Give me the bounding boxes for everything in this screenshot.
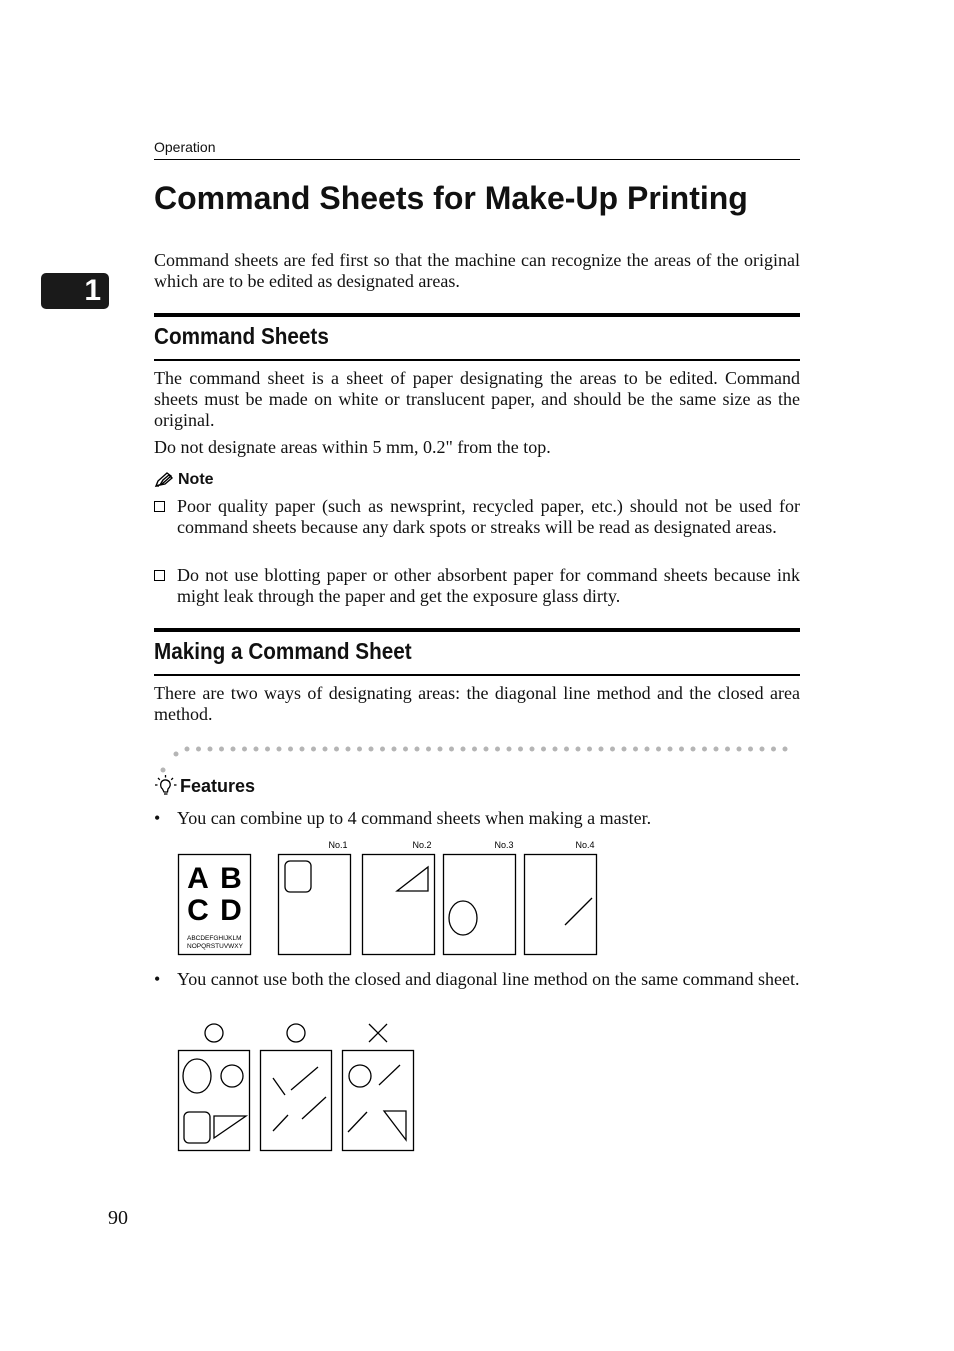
- separator-dot: [219, 747, 224, 752]
- separator-dot: [254, 747, 259, 752]
- separator-dot: [357, 747, 362, 752]
- separator-dot: [495, 747, 500, 752]
- command-sheets-margin-paragraph: Do not designate areas within 5 mm, 0.2" from the top.: [154, 437, 551, 457]
- checkbox-bullet-icon: [154, 570, 165, 581]
- separator-dot: [771, 747, 776, 752]
- sheet-label: No.1: [328, 840, 348, 850]
- lightbulb-icon: [154, 774, 178, 798]
- command-sheets-paragraph: The command sheet is a sheet of paper designating the areas to be edited. Command sheets must be made on white or translucent paper, and should be the same size as the original.: [154, 368, 800, 430]
- sheet-label: No.4: [575, 840, 595, 850]
- figure-method-mixing: [170, 1018, 420, 1156]
- figure-combine-sheets: [170, 836, 610, 960]
- separator-dot: [472, 747, 477, 752]
- separator-dot: [553, 747, 558, 752]
- chapter-tab: 1: [41, 273, 109, 309]
- separator-dot: [265, 747, 270, 752]
- separator-dot: [392, 747, 397, 752]
- ok-circle-icon: [287, 1024, 305, 1042]
- original-small-text: NOPQRSTUVWXY: [187, 943, 243, 950]
- original-letter: B: [220, 862, 242, 895]
- sheet-closed-area-method: [179, 1024, 250, 1151]
- separator-dot: [679, 747, 684, 752]
- sheet-mixed-methods: [343, 1024, 414, 1151]
- running-header: Operation: [154, 139, 216, 155]
- separator-dot: [288, 747, 293, 752]
- separator-dot: [461, 747, 466, 752]
- separator-dot: [507, 747, 512, 752]
- ok-circle-icon: [205, 1024, 223, 1042]
- separator-dot: [576, 747, 581, 752]
- separator-dot: [369, 747, 374, 752]
- separator-dot: [346, 747, 351, 752]
- separator-dot: [277, 747, 282, 752]
- separator-dot: [702, 747, 707, 752]
- original-sheet: [179, 855, 251, 955]
- separator-dot: [300, 747, 305, 752]
- intro-paragraph: Command sheets are fed first so that the machine can recognize the areas of the original which are to be edited as designated areas.: [154, 250, 800, 291]
- command-sheet-no3: [444, 840, 516, 955]
- separator-dot: [691, 747, 696, 752]
- separator-dot: [748, 747, 753, 752]
- checkbox-bullet-icon: [154, 501, 165, 512]
- note-label: Note: [178, 471, 214, 488]
- page-title: Command Sheets for Make-Up Printing: [154, 180, 748, 216]
- separator-dot: [438, 747, 443, 752]
- separator-dot: [645, 747, 650, 752]
- making-paragraph: There are two ways of designating areas: the diagonal line method and the closed area method.: [154, 683, 800, 724]
- original-letter: D: [220, 894, 242, 927]
- feature-item: [154, 808, 800, 829]
- sheet-diagonal-line-method: [261, 1024, 332, 1151]
- separator-dot: [622, 747, 627, 752]
- section-heading-making-command-sheet: Making a Command Sheet: [154, 638, 412, 664]
- separator-dot: [323, 747, 328, 752]
- separator-dot: [633, 747, 638, 752]
- features-heading: [154, 774, 255, 798]
- section-rule-bottom: [154, 359, 800, 361]
- command-sheet-no1: [279, 840, 351, 955]
- section-rule-top: [154, 313, 800, 317]
- sheet-label: No.2: [412, 840, 432, 850]
- section-rule-bottom: [154, 674, 800, 676]
- separator-dot: [587, 747, 592, 752]
- separator-dot: [714, 747, 719, 752]
- original-small-text: ABCDEFGHIJKLM: [187, 935, 242, 942]
- separator-dot: [196, 747, 201, 752]
- separator-dot: [564, 747, 569, 752]
- separator-dot: [541, 747, 546, 752]
- note-item: [154, 496, 800, 538]
- separator-dot: [530, 747, 535, 752]
- separator-dot: [610, 747, 615, 752]
- separator-dot: [783, 747, 788, 752]
- bullet-dot: •: [154, 969, 161, 989]
- features-label: Features: [180, 775, 256, 796]
- separator-dot: [231, 747, 236, 752]
- note-item: [154, 565, 800, 607]
- separator-dot: [449, 747, 454, 752]
- note-heading: [154, 471, 214, 489]
- separator-dot: [725, 747, 730, 752]
- section-rule-top: [154, 628, 800, 632]
- sheet-label: No.3: [494, 840, 514, 850]
- ng-cross-icon: [369, 1024, 387, 1042]
- separator-dot: [380, 747, 385, 752]
- original-letter: C: [187, 894, 209, 927]
- section-heading-command-sheets: Command Sheets: [154, 323, 329, 349]
- page-number: 90: [108, 1207, 128, 1229]
- pencil-icon: [154, 472, 174, 488]
- separator-dot: [208, 747, 213, 752]
- note-item-text: Do not use blotting paper or other absorbent paper for command sheets because ink might leak through the paper and get the exposure glass dirty.: [177, 565, 800, 606]
- separator-dot: [599, 747, 604, 752]
- separator-dot: [668, 747, 673, 752]
- separator-dot: [656, 747, 661, 752]
- separator-dot: [737, 747, 742, 752]
- separator-dot: [760, 747, 765, 752]
- feature-item-text: You can combine up to 4 command sheets when making a master.: [177, 808, 652, 828]
- header-rule: [154, 159, 800, 160]
- command-sheet-no4: [525, 840, 597, 955]
- bullet-dot: •: [154, 808, 161, 828]
- note-item-text: Poor quality paper (such as newsprint, recycled paper, etc.) should not be used for command sheets because any dark spots or streaks will be read as designated areas.: [177, 496, 800, 537]
- command-sheet-no2: [363, 840, 435, 955]
- feature-item-text: You cannot use both the closed and diagonal line method on the same command sheet.: [177, 969, 800, 989]
- separator-dot: [334, 747, 339, 752]
- separator-dot: [242, 747, 247, 752]
- separator-dot: [426, 747, 431, 752]
- feature-item: [154, 969, 800, 990]
- separator-dot: [415, 747, 420, 752]
- separator-dot: [185, 747, 190, 752]
- original-letter: A: [187, 862, 209, 895]
- separator-dot: [484, 747, 489, 752]
- separator-dot: [403, 747, 408, 752]
- separator-dot: [518, 747, 523, 752]
- separator-dot: [311, 747, 316, 752]
- dotted-separator: [154, 740, 800, 774]
